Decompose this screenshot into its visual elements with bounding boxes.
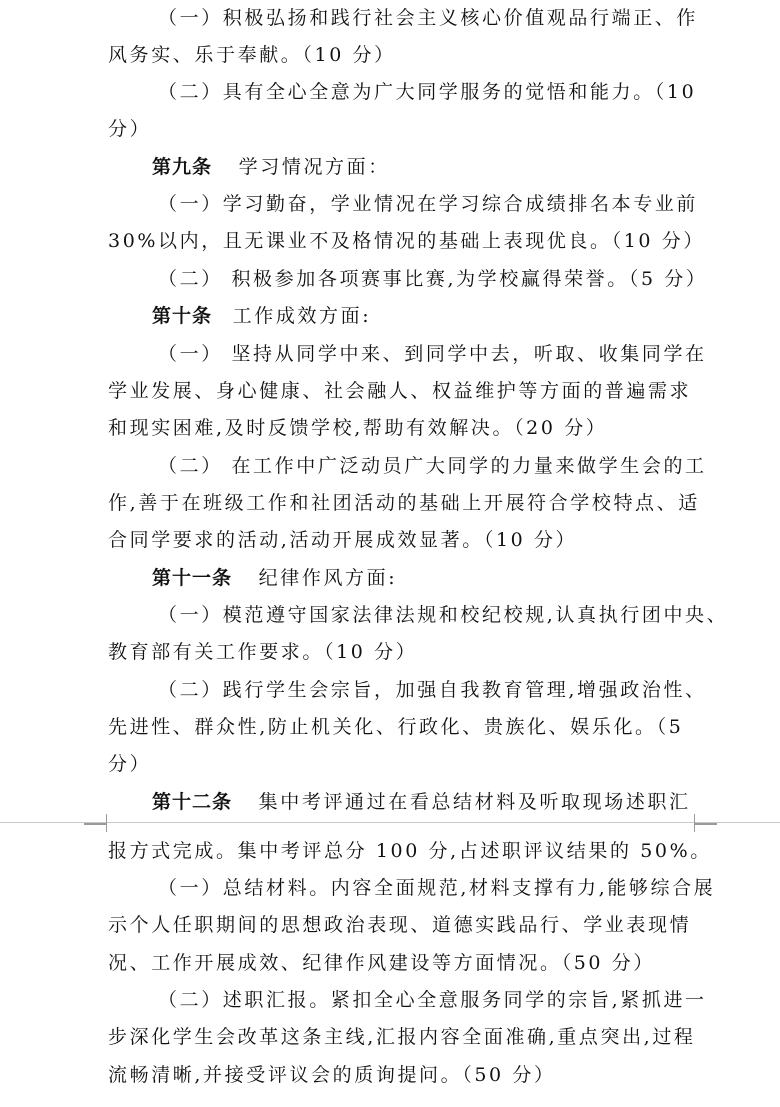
text-line: 教育部有关工作要求。（10 分） [108, 641, 418, 663]
article-heading: 第十一条 [152, 567, 233, 589]
article-heading: 第十条 [152, 305, 213, 327]
text-line: 分） [108, 753, 152, 775]
article-heading: 第十二条 [152, 791, 233, 813]
article-line [152, 298, 371, 335]
article-line [152, 149, 390, 186]
text-line: （一）总结材料。内容全面规范,材料支撑有力,能够综合展 [158, 877, 716, 899]
text-line: 流畅清晰,并接受评议会的质询提问。（50 分） [108, 1064, 556, 1086]
article-text: 学习情况方面： [238, 156, 390, 178]
text-line: 先进性、群众性,防止机关化、行政化、贵族化、娱乐化。（5 [108, 716, 684, 738]
article-text: 工作成效方面: [232, 305, 372, 327]
text-line: （二）述职汇报。紧扣全心全意服务同学的宗旨,紧抓进一 [158, 989, 707, 1011]
text-line: （二） 在工作中广泛动员广大同学的力量来做学生会的工 [158, 455, 707, 477]
text-line: （二） 积极参加各项赛事比赛,为学校赢得荣誉。（5 分） [158, 268, 708, 290]
text-line: （一）学习勤奋，学业情况在学习综合成绩排名本专业前 [158, 193, 699, 215]
text-line: 作,善于在班级工作和社团活动的基础上开展符合学校特点、适 [108, 492, 700, 514]
text-line: 风务实、乐于奉献。（10 分） [108, 44, 396, 66]
article-heading: 第九条 [152, 156, 213, 178]
text-line: （二）践行学生会宗旨，加强自我教育管理,增强政治性、 [158, 679, 707, 701]
text-line: 分） [108, 118, 152, 140]
text-line: 学业发展、身心健康、社会融人、权益维护等方面的普遍需求 [108, 380, 692, 402]
text-line: 30%以内，且无课业不及格情况的基础上表现优良。（10 分） [108, 230, 705, 252]
text-line: （一） 坚持从同学中来、到同学中去，听取、收集同学在 [158, 343, 707, 365]
article-text: 集中考评通过在看总结材料及听取现场述职汇 [258, 791, 691, 813]
article-text: 纪律作风方面: [258, 567, 398, 589]
page-corner-mark [694, 823, 717, 832]
text-line: （一）模范遵守国家法律法规和校纪校规,认真执行团中央、 [158, 604, 729, 626]
page-corner-mark [84, 823, 107, 832]
text-line: 和现实困难,及时反馈学校,帮助有效解决。（20 分） [108, 417, 608, 439]
article-line [152, 560, 397, 597]
text-line: 步深化学生会改革这条主线,汇报内容全面准确,重点突出,过程 [108, 1026, 696, 1048]
text-line: 合同学要求的活动,活动开展成效显著。（10 分） [108, 529, 578, 551]
text-line: 报方式完成。集中考评总分 100 分,占述职评议结果的 50%。 [108, 840, 712, 862]
page-break-line [0, 822, 780, 823]
text-line: 况、工作开展成效、纪律作风建设等方面情况。（50 分） [108, 952, 655, 974]
text-line: （二）具有全心全意为广大同学服务的觉悟和能力。（10 [158, 81, 697, 103]
text-line: 示个人任职期间的思想政治表现、道德实践品行、学业表现情 [108, 914, 692, 936]
text-line: （一）积极弘扬和践行社会主义核心价值观品行端正、作 [158, 7, 699, 29]
article-line [152, 784, 691, 821]
